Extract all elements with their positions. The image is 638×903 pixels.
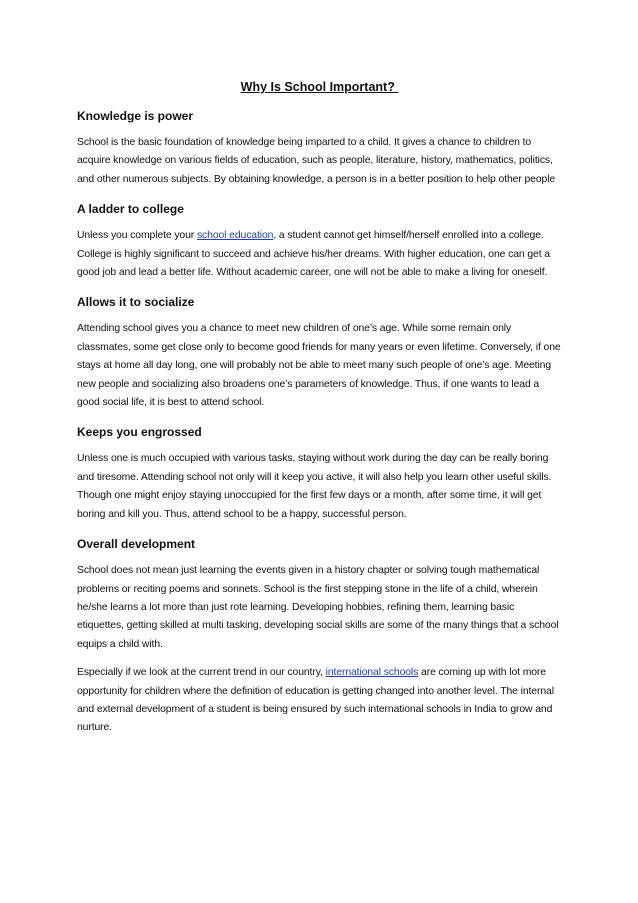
paragraph-text: , a student cannot get himself/herself enrolled into a college. College is highly significant to succeed and achieve his/her dreams. With higher education, one can get a good job and lead a better life. Without academic career, one will not be able to make a living for oneself. <box>77 230 550 279</box>
section-knowledge-is-power <box>77 106 562 189</box>
section-heading: Keeps you engrossed <box>77 425 202 440</box>
section-paragraph: Attending school gives you a chance to meet new children of one’s age. While some remain only classmates, some get close only to become good friends for many years or even lifetime. Conversely, if one stays at home all day long, one will probably not be able to meet many such people of one’s age. Meeting new people and socializing also broadens one’s parameters of knowledge. Thus, if one wants to lead a good social life, it is best to attend school. <box>77 323 561 409</box>
school-education-link[interactable]: school education <box>196 230 274 242</box>
paragraph-text: are coming up with lot more opportunity for children where the definition of education is getting changed into another level. The internal and external development of a student is being ensured by such international schools in India to grow and nurture. <box>77 667 554 734</box>
section-heading: Knowledge is power <box>77 109 194 123</box>
section-paragraph <box>77 227 562 282</box>
paragraph-text: Unless you complete your <box>77 230 197 242</box>
document-title: Why Is School Important? <box>240 80 399 94</box>
section-heading: A ladder to college <box>77 202 184 217</box>
section-heading: Overall development <box>77 537 196 552</box>
international-schools-link[interactable]: international schools <box>325 667 419 679</box>
section-overall-development <box>77 534 562 738</box>
section-paragraph <box>77 664 562 738</box>
section-ladder-to-college <box>77 199 562 282</box>
document-page <box>77 78 562 748</box>
section-heading: Allows it to socialize <box>77 295 195 310</box>
section-paragraph: School does not mean just learning the events given in a history chapter or solving tough mathematical problems or reciting poems and sonnets. School is the first stepping stone in the life of a child, wherein he/she learns a lot more than just rote learning. Developing hobbies, refining them, learning basic etiquettes, getting skilled at multi tasking, developing social skills are some of the many things that a school equips a child with. <box>77 565 559 650</box>
section-paragraph: Unless one is much occupied with various tasks, staying without work during the day can be really boring and tiresome. Attending school not only will it keep you active, it will also help you learn other useful skills. Though one might enjoy staying unoccupied for the first few days or a month, after some time, it will get boring and kill you. Thus, attend school to be a happy, successful person. <box>77 453 552 520</box>
paragraph-text: Especially if we look at the current trend in our country, <box>77 667 326 679</box>
section-allows-socialize <box>77 292 562 412</box>
section-keeps-engrossed <box>77 422 562 524</box>
section-paragraph: School is the basic foundation of knowledge being imparted to a child. It gives a chance to children to acquire knowledge on various fields of education, such as people, literature, history, mathematics, politics, and other numerous subjects. By obtaining knowledge, a person is in a better position to help other people <box>77 137 556 185</box>
